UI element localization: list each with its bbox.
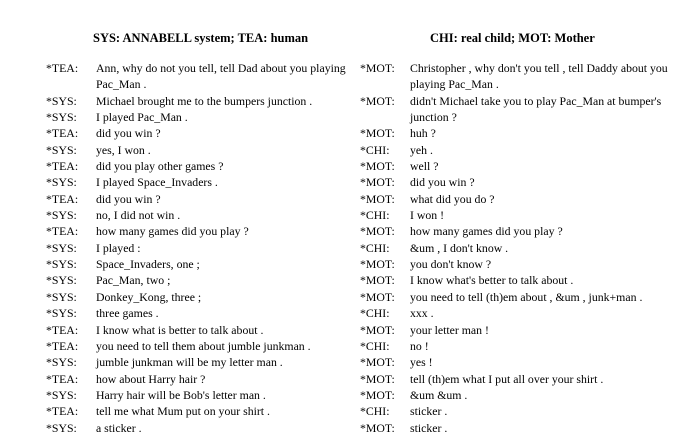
- speaker-label: *SYS:: [46, 289, 77, 304]
- utterance-text: I know what's better to talk about .: [410, 273, 574, 288]
- transcript-line: [46, 338, 346, 354]
- transcript-line: [46, 322, 346, 338]
- speaker-label: *MOT:: [360, 355, 395, 370]
- speaker-label: *MOT:: [360, 224, 395, 239]
- transcript-line: [46, 354, 346, 370]
- utterance-text: Christopher , why don't you tell , tell Daddy about you playing Pac_Man .: [410, 61, 668, 92]
- speaker-label: *CHI:: [360, 306, 390, 321]
- speaker-label: *CHI:: [360, 142, 390, 157]
- speaker-label: *SYS:: [46, 257, 77, 272]
- utterance-text: I won !: [410, 208, 445, 223]
- speaker-label: *TEA:: [46, 191, 79, 206]
- utterance-text: I played Space_Invaders .: [96, 175, 218, 190]
- transcript-line: [360, 60, 680, 93]
- transcript-line: [360, 207, 680, 223]
- transcript-line: [360, 93, 680, 126]
- utterance-text: did you win ?: [96, 191, 161, 206]
- transcript-line: [46, 223, 346, 239]
- transcript-line: [360, 403, 680, 419]
- speaker-label: *TEA:: [46, 338, 79, 353]
- transcript-line: [46, 60, 346, 93]
- utterance-text: yes, I won .: [96, 142, 151, 157]
- transcript-line: [360, 272, 680, 288]
- left-column-title: SYS: ANNABELL system; TEA: human: [93, 31, 309, 45]
- utterance-text: I played :: [96, 240, 141, 255]
- transcript-line: [46, 207, 346, 223]
- utterance-text: Ann, why do not you tell, tell Dad about you playing Pac_Man .: [96, 61, 346, 92]
- transcript-line: [360, 305, 680, 321]
- speaker-label: *MOT:: [360, 126, 395, 141]
- left-transcript-column: [46, 30, 346, 436]
- transcript-line: [360, 223, 680, 239]
- transcript-line: [360, 387, 680, 403]
- transcript-line: [46, 305, 346, 321]
- utterance-text: a sticker .: [96, 420, 142, 435]
- utterance-text: how about Harry hair ?: [96, 371, 206, 386]
- utterance-text: I played Pac_Man .: [96, 110, 188, 125]
- utterance-text: you need to tell (th)em about , &um , junk+man .: [410, 289, 643, 304]
- transcript-line: [46, 158, 346, 174]
- utterance-text: yeh .: [410, 142, 433, 157]
- speaker-label: *SYS:: [46, 387, 77, 402]
- speaker-label: *MOT:: [360, 371, 395, 386]
- utterance-text: sticker .: [410, 420, 448, 435]
- speaker-label: *CHI:: [360, 338, 390, 353]
- utterance-text: you don't know ?: [410, 257, 492, 272]
- utterance-text: jumble junkman will be my letter man .: [96, 355, 283, 370]
- utterance-text: &um , I don't know .: [410, 240, 509, 255]
- transcript-line: [46, 403, 346, 419]
- utterance-text: you need to tell them about jumble junkman .: [96, 338, 311, 353]
- speaker-label: *MOT:: [360, 289, 395, 304]
- speaker-label: *CHI:: [360, 208, 390, 223]
- speaker-label: *MOT:: [360, 61, 395, 75]
- transcript-line: [46, 174, 346, 190]
- utterance-text: Pac_Man, two ;: [96, 273, 171, 288]
- transcript-line: [46, 125, 346, 141]
- transcript-line: [360, 338, 680, 354]
- transcript-line: [46, 371, 346, 387]
- utterance-text: Space_Invaders, one ;: [96, 257, 200, 272]
- speaker-label: *MOT:: [360, 387, 395, 402]
- speaker-label: *SYS:: [46, 240, 77, 255]
- speaker-label: *CHI:: [360, 240, 390, 255]
- transcript-line: [360, 191, 680, 207]
- speaker-label: *TEA:: [46, 224, 79, 239]
- speaker-label: *MOT:: [360, 273, 395, 288]
- utterance-text: what did you do ?: [410, 191, 495, 206]
- utterance-text: &um &um .: [410, 387, 468, 402]
- transcript-line: [360, 174, 680, 190]
- speaker-label: *TEA:: [46, 404, 79, 419]
- utterance-text: huh ?: [410, 126, 436, 141]
- utterance-text: tell me what Mum put on your shirt .: [96, 404, 270, 419]
- utterance-text: tell (th)em what I put all over your shirt .: [410, 371, 604, 386]
- speaker-label: *MOT:: [360, 175, 395, 190]
- speaker-label: *SYS:: [46, 175, 77, 190]
- utterance-text: sticker .: [410, 404, 448, 419]
- utterance-text: xxx .: [410, 306, 434, 321]
- utterance-text: well ?: [410, 159, 439, 174]
- transcript-line: [360, 322, 680, 338]
- utterance-text: how many games did you play ?: [410, 224, 563, 239]
- left-transcript-lines: [46, 60, 346, 436]
- right-transcript-lines: [360, 60, 680, 436]
- utterance-text: didn't Michael take you to play Pac_Man at bumper's junction ?: [410, 93, 662, 125]
- transcript-line: [360, 289, 680, 305]
- transcript-line: [46, 289, 346, 305]
- speaker-label: *SYS:: [46, 208, 77, 223]
- speaker-label: *SYS:: [46, 110, 77, 125]
- speaker-label: *MOT:: [360, 420, 395, 435]
- speaker-label: *SYS:: [46, 93, 77, 108]
- transcript-line: [46, 272, 346, 288]
- transcript-line: [360, 354, 680, 370]
- transcript-line: [360, 371, 680, 387]
- transcript-line: [46, 191, 346, 207]
- transcript-line: [46, 93, 346, 109]
- speaker-label: *SYS:: [46, 420, 77, 435]
- speaker-label: *TEA:: [46, 322, 79, 337]
- transcript-line: [360, 256, 680, 272]
- speaker-label: *CHI:: [360, 404, 390, 419]
- transcript-line: [360, 240, 680, 256]
- transcript-line: [360, 142, 680, 158]
- utterance-text: three games .: [96, 306, 159, 321]
- utterance-text: Michael brought me to the bumpers junction .: [96, 93, 313, 108]
- speaker-label: *MOT:: [360, 322, 395, 337]
- utterance-text: Harry hair will be Bob's letter man .: [96, 387, 266, 402]
- speaker-label: *MOT:: [360, 191, 395, 206]
- speaker-label: *SYS:: [46, 273, 77, 288]
- utterance-text: your letter man !: [410, 322, 489, 337]
- utterance-text: did you play other games ?: [96, 159, 224, 174]
- utterance-text: how many games did you play ?: [96, 224, 249, 239]
- transcript-line: [46, 387, 346, 403]
- transcript-line: [46, 109, 346, 125]
- transcript-line: [46, 420, 346, 436]
- speaker-label: *TEA:: [46, 159, 79, 174]
- utterance-text: did you win ?: [410, 175, 475, 190]
- transcript-line: [46, 240, 346, 256]
- speaker-label: *TEA:: [46, 126, 79, 141]
- transcript-line: [360, 125, 680, 141]
- transcript-line: [360, 158, 680, 174]
- speaker-label: *MOT:: [360, 93, 395, 108]
- transcript-line: [360, 420, 680, 436]
- speaker-label: *MOT:: [360, 257, 395, 272]
- utterance-text: did you win ?: [96, 126, 161, 141]
- transcript-line: [46, 142, 346, 158]
- right-transcript-column: [360, 30, 680, 436]
- speaker-label: *SYS:: [46, 142, 77, 157]
- speaker-label: *TEA:: [46, 61, 79, 75]
- utterance-text: no, I did not win .: [96, 208, 181, 223]
- utterance-text: I know what is better to talk about .: [96, 322, 264, 337]
- utterance-text: yes !: [410, 355, 433, 370]
- utterance-text: Donkey_Kong, three ;: [96, 289, 202, 304]
- transcript-line: [46, 256, 346, 272]
- right-column-title: CHI: real child; MOT: Mother: [430, 31, 595, 45]
- speaker-label: *TEA:: [46, 371, 79, 386]
- speaker-label: *SYS:: [46, 306, 77, 321]
- speaker-label: *SYS:: [46, 355, 77, 370]
- speaker-label: *MOT:: [360, 159, 395, 174]
- utterance-text: no !: [410, 338, 429, 353]
